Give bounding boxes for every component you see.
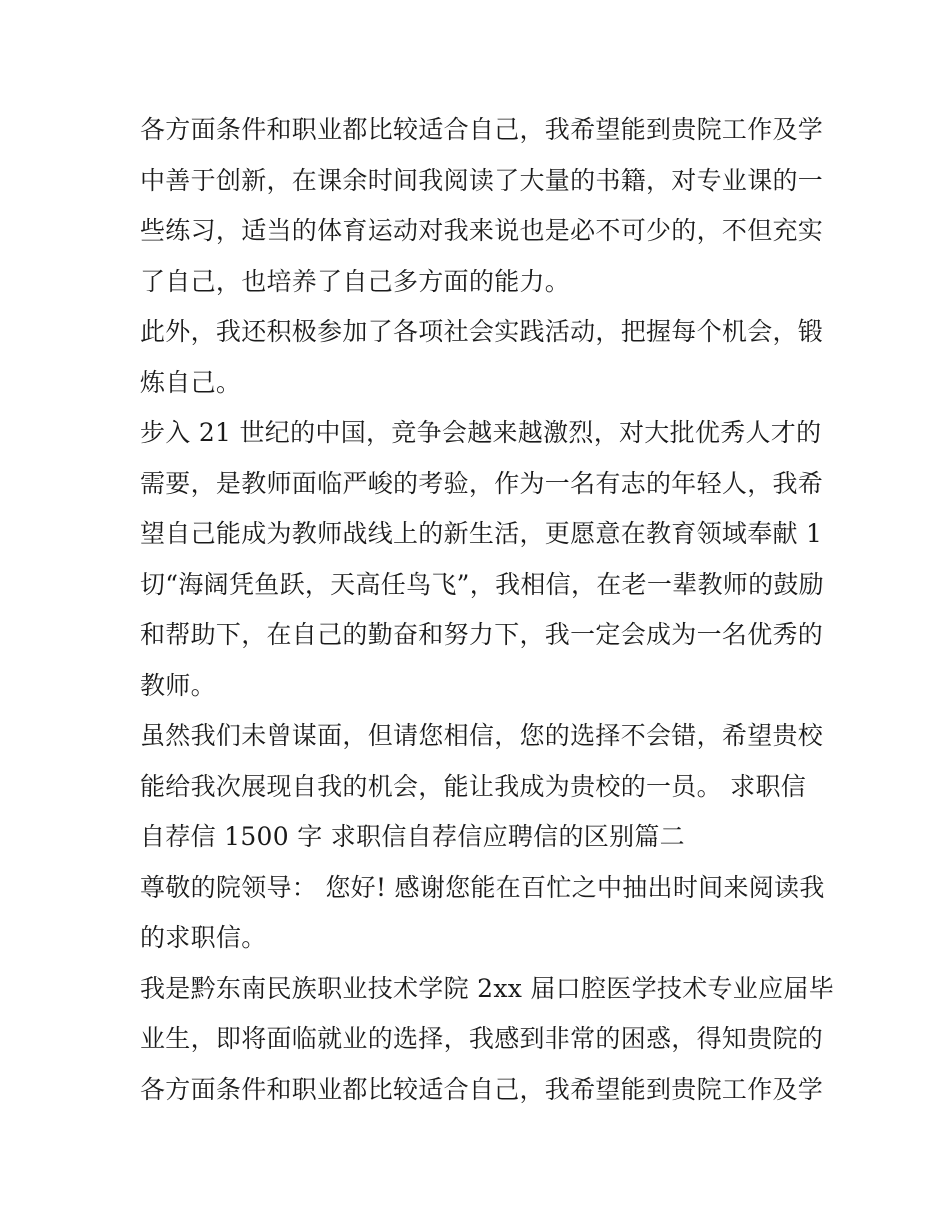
- text-line: 各方面条件和职业都比较适合自己，我希望能到贵院工作及学: [140, 115, 824, 144]
- text-line: 望自己能成为教师战线上的新生活，更愿意在教育领域奉献 1: [140, 519, 823, 548]
- text-line: 各方面条件和职业都比较适合自己，我希望能到贵院工作及学: [140, 1075, 824, 1104]
- text-line: 业生，即将面临就业的选择，我感到非常的困惑，得知贵院的: [140, 1024, 824, 1053]
- text-line: 些练习，适当的体育运动对我来说也是必不可少的，不但充实: [140, 216, 824, 245]
- text-line: 我是黔东南民族职业技术学院 2xx 届口腔医学技术专业应届毕: [140, 974, 834, 1003]
- text-line: 步入 21 世纪的中国，竞争会越来越激烈，对大批优秀人才的: [140, 418, 822, 447]
- text-line: 尊敬的院领导： 您好! 感谢您能在百忙之中抽出时间来阅读我: [140, 873, 825, 902]
- text-line: 自荐信 1500 字 求职信自荐信应聘信的区别篇二: [140, 822, 685, 851]
- text-line: 虽然我们未曾谋面，但请您相信，您的选择不会错，希望贵校: [140, 721, 824, 750]
- text-line: 中善于创新，在课余时间我阅读了大量的书籍，对专业课的一: [140, 166, 824, 195]
- text-line: 了自己，也培养了自己多方面的能力。: [140, 267, 571, 296]
- text-line: 切“海阔凭鱼跃，天高任鸟飞”，我相信，在老一辈教师的鼓励: [140, 570, 824, 599]
- text-line: 需要，是教师面临严峻的考验，作为一名有志的年轻人，我希: [140, 469, 824, 498]
- text-line: 教师。: [140, 671, 216, 700]
- text-line: 炼自己。: [140, 368, 242, 397]
- text-line: 能给我次展现自我的机会，能让我成为贵校的一员。 求职信: [140, 772, 807, 801]
- text-line: 的求职信。: [140, 923, 267, 952]
- text-line: 和帮助下，在自己的勤奋和努力下，我一定会成为一名优秀的: [140, 620, 824, 649]
- text-line: 此外，我还积极参加了各项社会实践活动，把握每个机会，锻: [140, 317, 824, 346]
